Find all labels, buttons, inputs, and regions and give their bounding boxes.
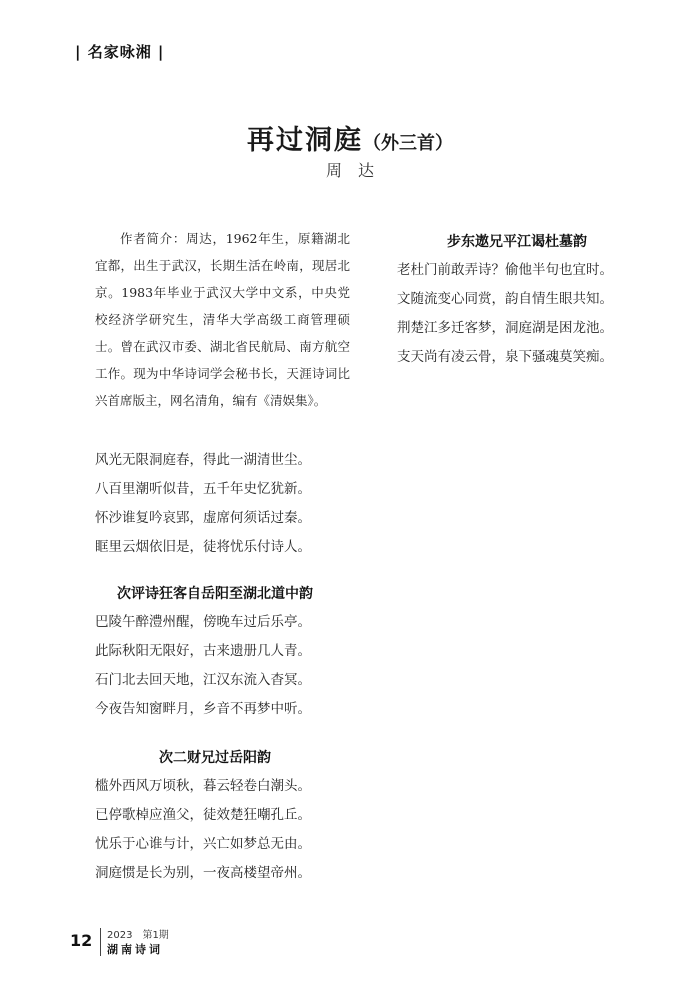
article-subtitle: （外三首） (363, 133, 453, 154)
poem (397, 228, 637, 372)
author-intro: 作者简介：周达，1962年生，原籍湖北宜都，出生于武汉，长期生活在岭南，现居北京。1983年毕业于武汉大学中文系，中央党校经济学研究生，清华大学高级工商管理硕士。曾在武汉市委、湖北省民航局、南方航空工作。现为中华诗词学会秘书长，天涯诗词比兴首席版主，网名清角，编有《清娱集》。 (95, 231, 350, 408)
poem-line: 今夜告知窗畔月，乡音不再梦中听。 (95, 701, 311, 717)
poem-line: 支天尚有凌云骨，泉下骚魂莫笑痴。 (397, 349, 613, 365)
issue-label: 2023 第1期 (107, 930, 169, 941)
page-number: 12 (70, 931, 93, 950)
poem-line: 文随流变心同赏，韵自情生眼共知。 (397, 291, 613, 307)
poem-title: 次评诗狂客自岳阳至湖北道中韵 (117, 586, 313, 602)
poem-title: 次二财兄过岳阳韵 (159, 750, 271, 766)
author-name: 周 达 (325, 161, 374, 180)
poem-line: 八百里潮听似昔，五千年史忆犹新。 (95, 481, 311, 497)
magazine-name: 湖南诗词 (107, 943, 163, 956)
article-title: 再过洞庭 (247, 125, 363, 156)
poem-title: 步东遨兄平江谒杜墓韵 (447, 234, 587, 250)
poem-line: 槛外西风万顷秋，暮云轻卷白潮头。 (95, 778, 311, 794)
poem-line: 石门北去回天地，江汉东流入杳冥。 (95, 672, 311, 688)
poem-line: 荆楚江多迁客梦，洞庭湖是困龙池。 (397, 320, 613, 336)
poem-line: 洞庭惯是长为别，一夜高楼望帝州。 (95, 865, 311, 881)
poem-line: 此际秋阳无限好，古来遗册几人青。 (95, 643, 311, 659)
poem-line: 忧乐于心谁与计，兴亡如梦总无由。 (95, 836, 311, 852)
poem-line: 巴陵午醉澧州醒，傍晚车过后乐亭。 (95, 614, 311, 630)
poem-line: 怀沙谁复吟哀郢，虚席何须话过秦。 (95, 510, 311, 526)
poem-line: 老杜门前敢弄诗？偷他半句也宜时。 (397, 262, 613, 278)
poem (95, 744, 335, 888)
poem-line: 已停歌棹应渔父，徒效楚狂嘲孔丘。 (95, 807, 311, 823)
section-tag: | 名家咏湘 | (75, 43, 165, 61)
article-title-block (0, 118, 700, 157)
poem-line: 风光无限洞庭春，得此一湖清世尘。 (95, 452, 311, 468)
footer-divider (100, 928, 101, 956)
poem-line: 眶里云烟依旧是，徒将忧乐付诗人。 (95, 539, 311, 555)
poem (95, 580, 335, 724)
poem (95, 446, 335, 562)
